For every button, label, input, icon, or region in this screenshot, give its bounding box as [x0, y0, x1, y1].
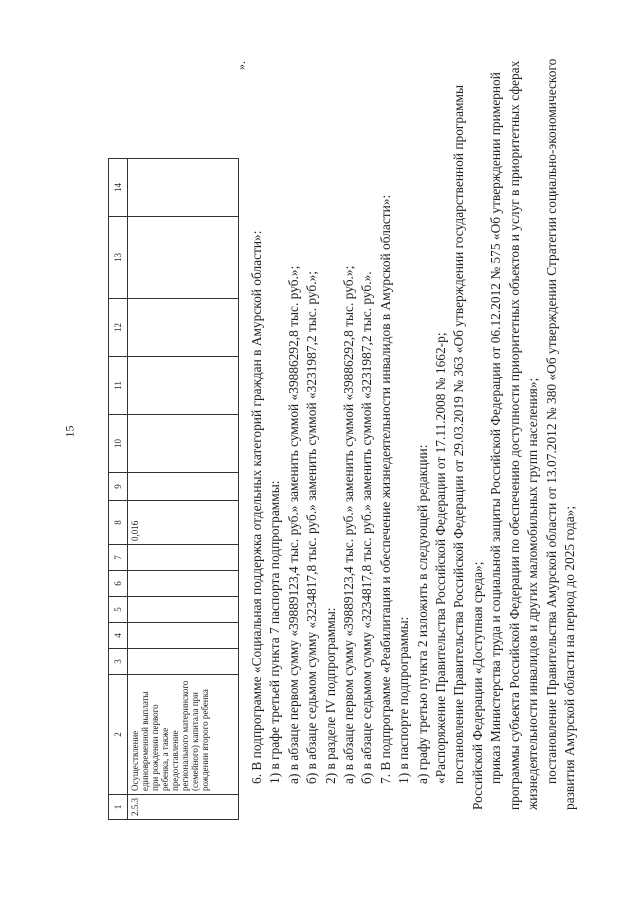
paragraph: постановление Правительства Амурской области от 13.07.2012 № 380 «Об утверждении Стратегии социально-экономического развития Амурской области на период до 2025 года»; [543, 58, 577, 810]
col-header: 4 [109, 623, 128, 649]
col-header: 1 [109, 795, 128, 820]
col-header: 5 [109, 597, 128, 623]
table-cell [128, 159, 239, 217]
col-header: 14 [109, 159, 128, 217]
col-header: 12 [109, 299, 128, 357]
table-cell [128, 473, 239, 501]
document-body [248, 50, 579, 810]
col-header: 8 [109, 501, 128, 545]
paragraph: «Распоряжение Правительства Российской Федерации от 17.11.2008 № 1662-р; [433, 332, 449, 784]
paragraph: 7. В подпрограмме «Реабилитация и обеспечение жизнедеятельности инвалидов в Амурской области»: [377, 194, 393, 784]
table-cell [128, 649, 239, 675]
closing-quote-mark: ». [234, 61, 248, 70]
paragraph: а) графу третью пункта 2 изложить в следующей редакции: [414, 444, 430, 784]
paragraph: приказ Министерства труда и социальной защиты Российской Федерации от 06.12.2012 № 575 «Об утверждении примерной программы субъекта Российской Федерации по обеспечению доступности приоритетных объектов и услуг в приоритетных сферах жизнедеятельности инвалидов и других маломобильных групп населения»; [488, 60, 541, 810]
table-row [128, 159, 239, 820]
table-header-row [109, 159, 128, 820]
paragraph: б) в абзаце седьмом сумму «3234817,8 тыс. руб.» заменить суммой «3231987,2 тыс. руб.». [359, 271, 375, 784]
rotated-page-content [108, 50, 577, 820]
paragraph: а) в абзаце первом сумму «39889123,4 тыс. руб.» заменить суммой «39886292,8 тыс. руб.»; [285, 265, 301, 784]
paragraph: 6. В подпрограмме «Социальная поддержка отдельных категорий граждан в Амурской области»: [249, 230, 264, 784]
col-header: 2 [109, 675, 128, 795]
row-description: Осуществление единовременной выплаты при рождении первого ребенка, а также предоставление регионального материнского (семейного) капитала при рождении второго ребенка [128, 675, 239, 795]
col-header: 7 [109, 545, 128, 571]
col-header: 3 [109, 649, 128, 675]
paragraph: 2) в разделе IV подпрограммы: [322, 607, 338, 784]
row-number: 2.5.3 [128, 795, 239, 820]
table-cell [128, 217, 239, 299]
indicator-table [108, 158, 239, 820]
col-header: 9 [109, 473, 128, 501]
table-cell [128, 545, 239, 571]
table-cell [128, 415, 239, 473]
paragraph: б) в абзаце седьмом сумму «3234817,8 тыс. руб.» заменить суммой «3231987,2 тыс. руб.»; [304, 270, 320, 784]
col-header: 10 [109, 415, 128, 473]
table-cell [128, 571, 239, 597]
col-header: 6 [109, 571, 128, 597]
paragraph: а) в абзаце первом сумму «39889123,4 тыс. руб.» заменить суммой «39886292,8 тыс. руб.»; [341, 265, 357, 784]
page-number: 15 [62, 425, 77, 438]
paragraph: 1) в паспорте подпрограммы: [396, 616, 412, 784]
paragraph: 1) в графе третьей пункта 7 паспорта подпрограммы: [267, 480, 283, 784]
paragraph: постановление Правительства Российской Федерации от 29.03.2019 № 363 «Об утверждении государственной программы Российской Федерации «Доступная среда»; [451, 85, 485, 810]
table-cell [128, 357, 239, 415]
table-cell [128, 299, 239, 357]
col-header: 13 [109, 217, 128, 299]
table-cell: 0,016 [128, 501, 239, 545]
table-cell [128, 623, 239, 649]
col-header: 11 [109, 357, 128, 415]
table-cell [128, 597, 239, 623]
